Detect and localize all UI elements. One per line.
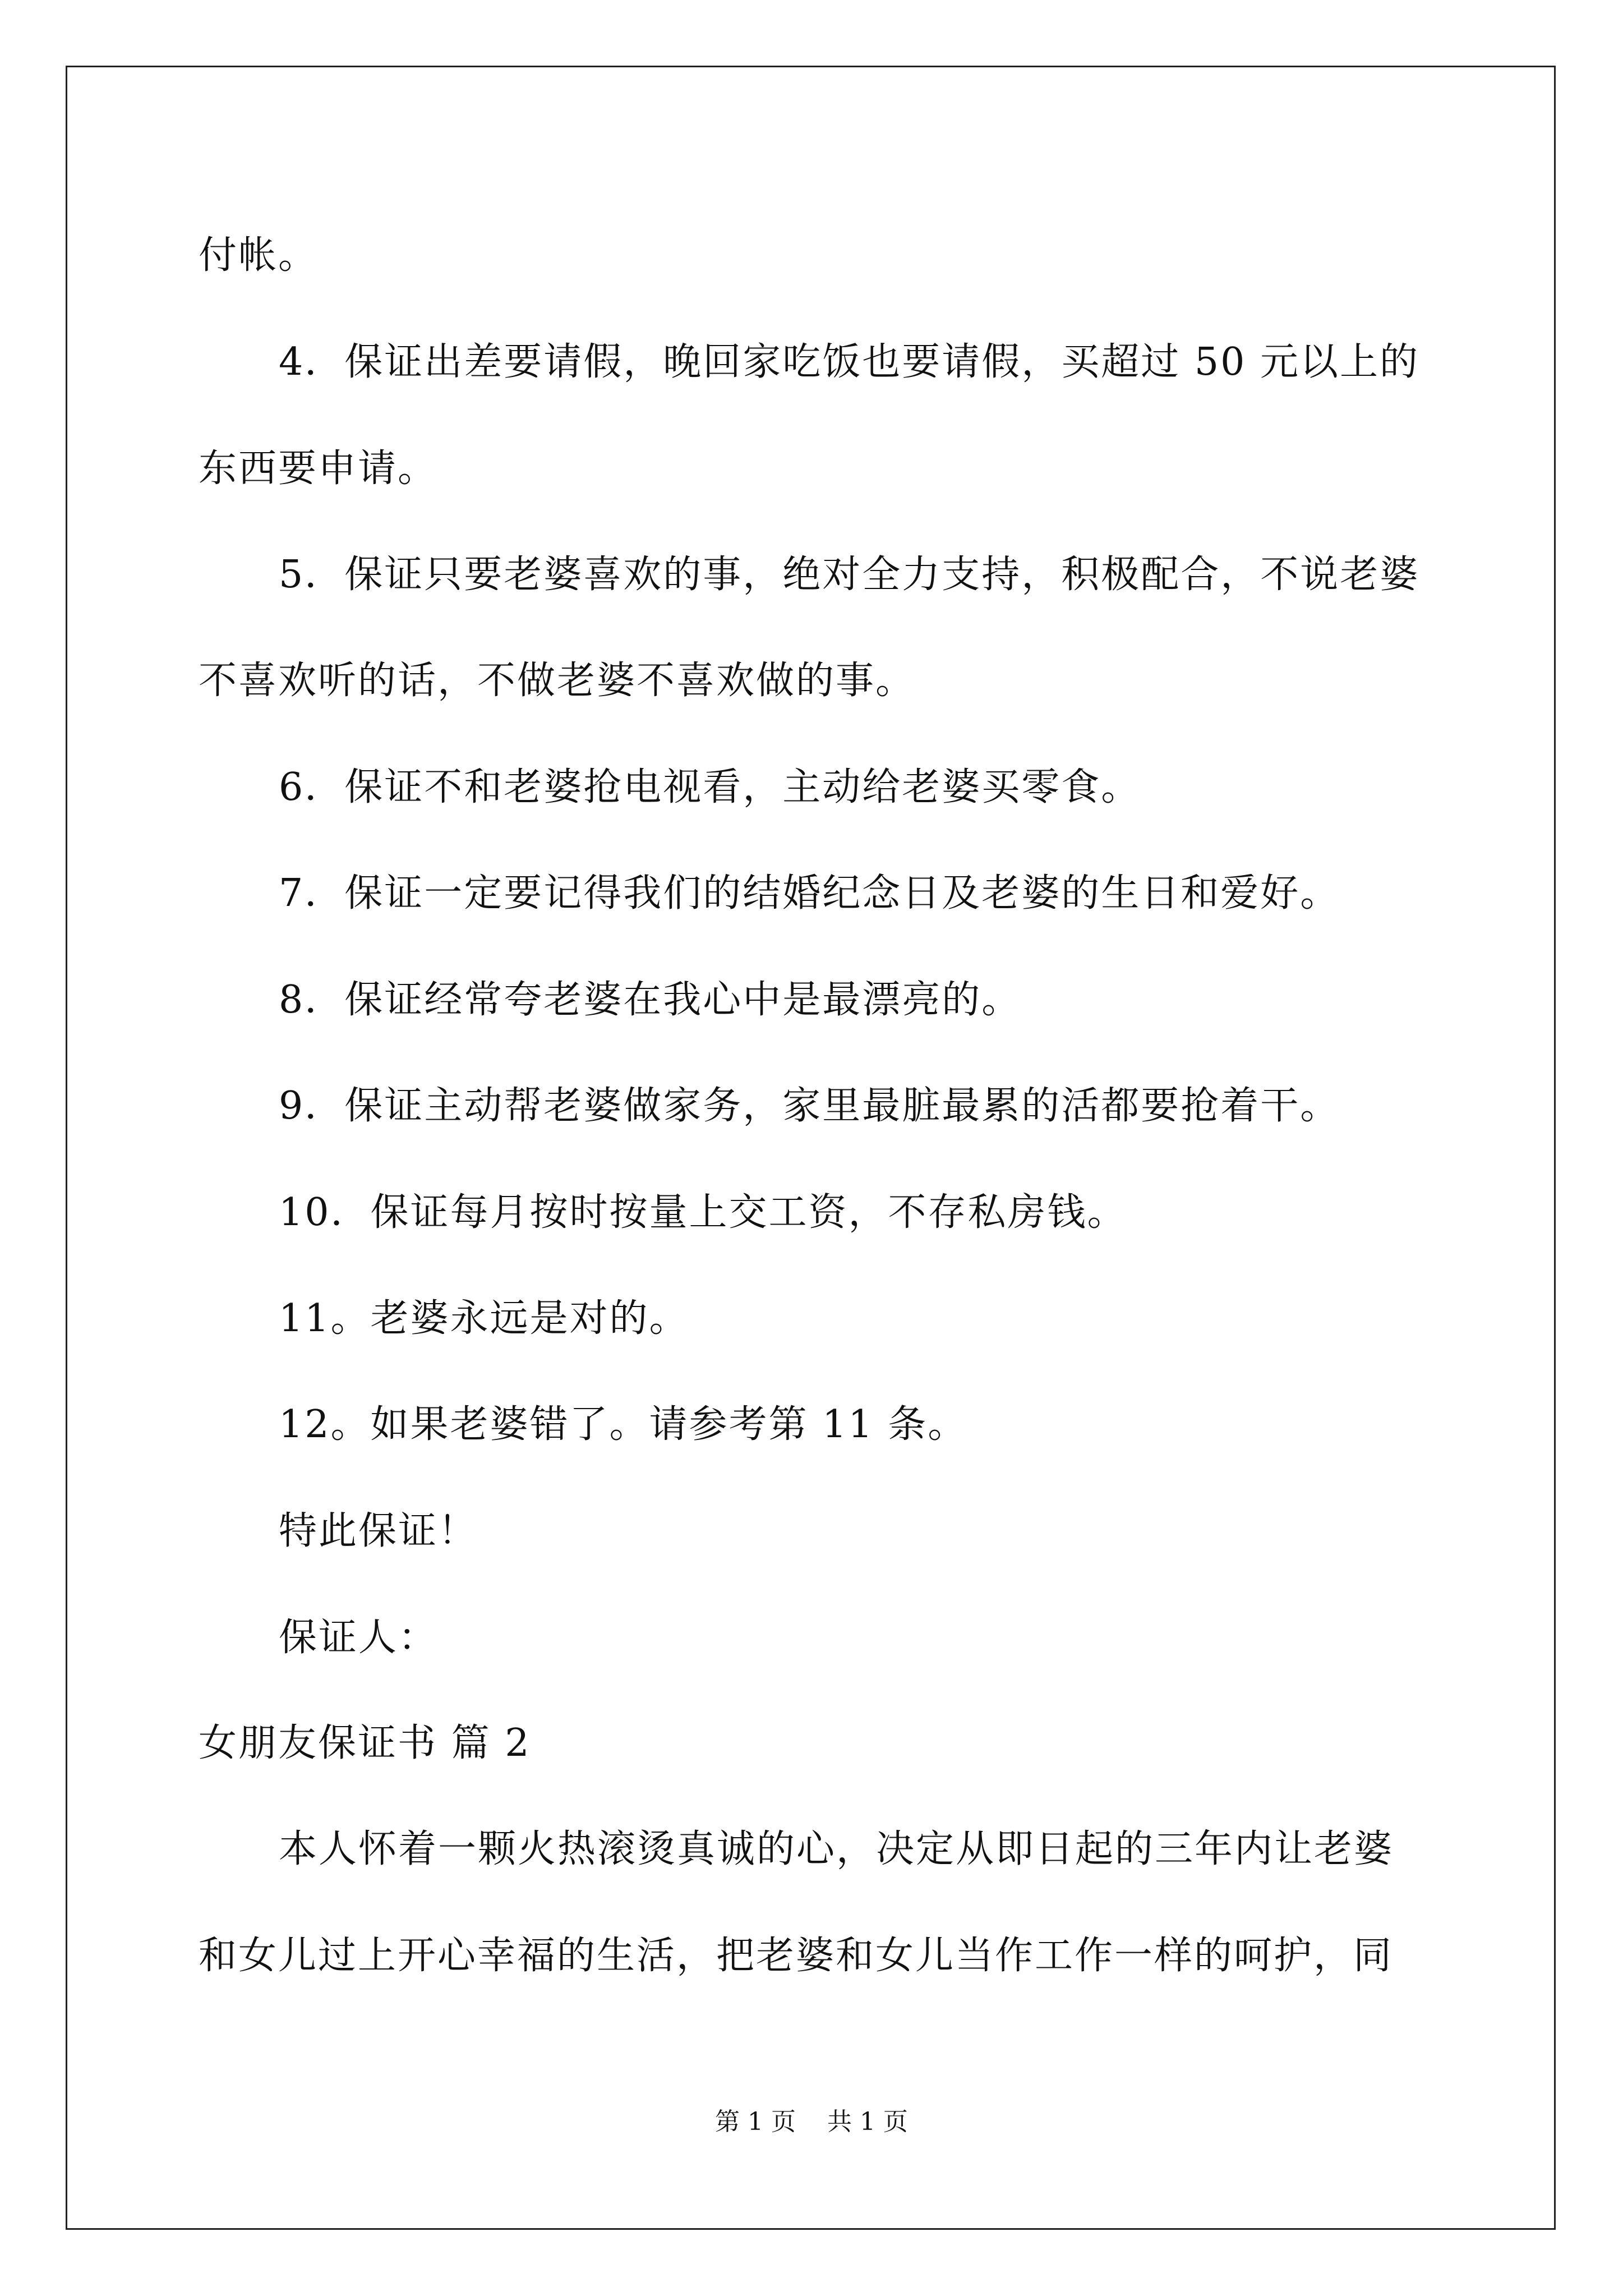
text-line-10: 10．保证每月按时按量上交工资，不存私房钱。 bbox=[279, 1190, 1127, 1235]
text-line-2: 4．保证出差要请假，晚回家吃饭也要请假，买超过 50 元以上的 bbox=[279, 340, 1420, 384]
text-line-13: 特此保证！ bbox=[279, 1509, 478, 1553]
text-line-8: 8．保证经常夸老婆在我心中是最漂亮的。 bbox=[279, 978, 1022, 1022]
text-line-14: 保证人： bbox=[279, 1616, 439, 1660]
page-number-footer: 第 1 页 共 1 页 bbox=[715, 2108, 908, 2136]
text-line-5: 不喜欢听的话，不做老婆不喜欢做的事。 bbox=[199, 659, 916, 703]
text-line-12: 12。如果老婆错了。请参考第 11 条。 bbox=[279, 1402, 968, 1447]
text-line-3: 东西要申请。 bbox=[199, 447, 438, 491]
text-line-4: 5．保证只要老婆喜欢的事，绝对全力支持，积极配合，不说老婆 bbox=[279, 553, 1420, 597]
text-line-11: 11。老婆永远是对的。 bbox=[279, 1296, 689, 1341]
text-line-1: 付帐。 bbox=[199, 233, 319, 278]
text-line-6: 6．保证不和老婆抢电视看，主动给老婆买零食。 bbox=[279, 765, 1141, 809]
page-frame bbox=[66, 66, 1556, 2230]
text-line-7: 7．保证一定要记得我们的结婚纪念日及老婆的生日和爱好。 bbox=[279, 871, 1340, 915]
section-heading: 女朋友保证书 篇 2 bbox=[199, 1721, 531, 1765]
text-line-17: 和女儿过上开心幸福的生活，把老婆和女儿当作工作一样的呵护，同 bbox=[199, 1934, 1394, 1978]
text-line-16: 本人怀着一颗火热滚烫真诚的心，决定从即日起的三年内让老婆 bbox=[279, 1827, 1394, 1871]
text-line-9: 9．保证主动帮老婆做家务，家里最脏最累的活都要抢着干。 bbox=[279, 1084, 1340, 1128]
